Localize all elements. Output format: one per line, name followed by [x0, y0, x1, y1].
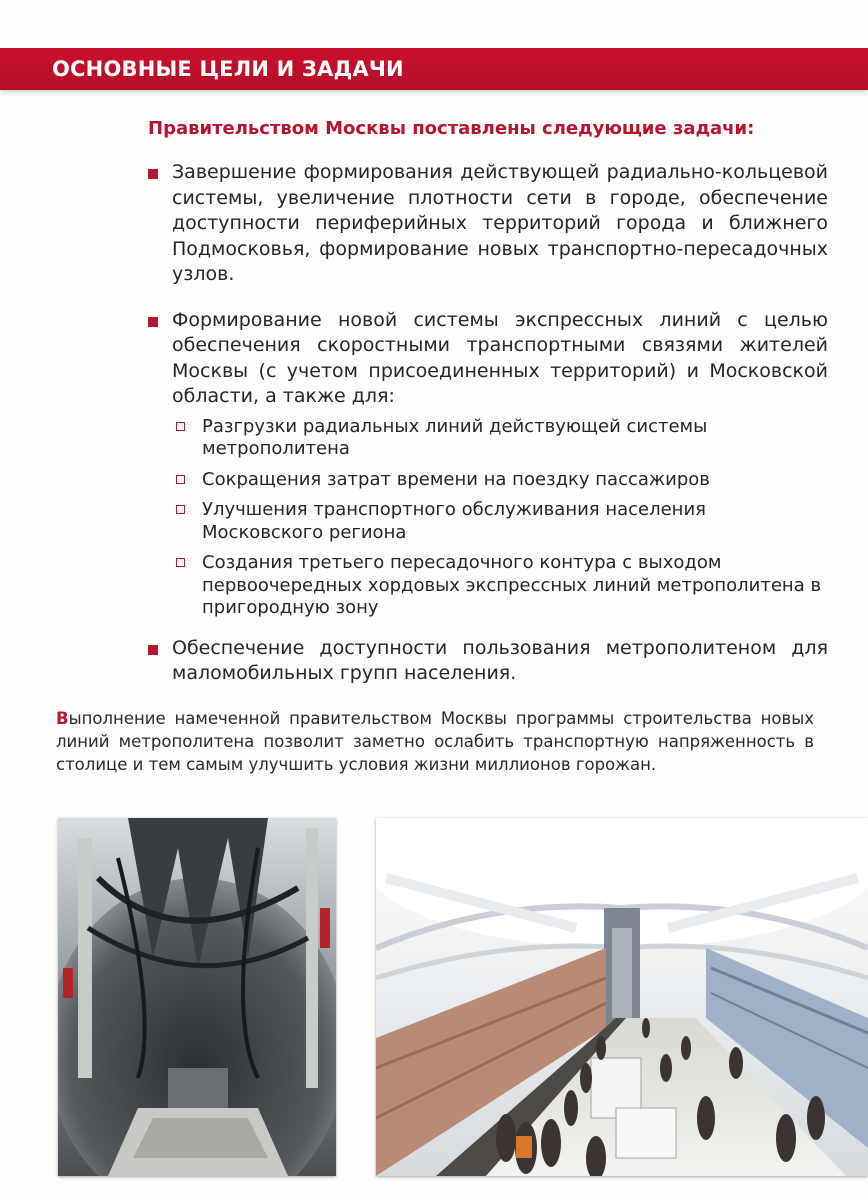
list-item-text: Обеспечение доступности пользования метрополитеном для маломобильных групп населения. [172, 636, 828, 684]
tasks-list [148, 160, 828, 687]
subtitle: Правительством Москвы поставлены следующие задачи: [148, 118, 755, 139]
list-item-text: Завершение формирования действующей радиально-кольцевой системы, увеличение плотности сети в городе, обеспечение доступности периферийных территорий города и ближнего Подмосковья, формирование новых транспортно-пересадочных узлов. [172, 161, 828, 285]
sub-list-item-text: Сокращения затрат времени на поездку пассажиров [202, 468, 710, 490]
section-banner [0, 48, 868, 90]
list-item [148, 636, 828, 687]
square-bullet-icon [148, 169, 158, 179]
sub-list-item [176, 499, 828, 544]
closing-text: ыполнение намеченной правительством Москвы программы строительства новых линий метрополитена позволит заметно ослабить транспортную напряженность в столице и тем самым улучшить условия жизни миллионов горожан. [56, 709, 814, 774]
sub-list-item [176, 552, 828, 620]
sub-list [176, 416, 828, 620]
outline-square-bullet-icon [176, 475, 185, 484]
square-bullet-icon [148, 645, 158, 655]
sub-list-item-text: Создания третьего пересадочного контура с выходом первоочередных хордовых экспрессных линий метрополитена в пригородную зону [202, 552, 822, 618]
tunnel-boring-machine-photo [58, 818, 336, 1176]
list-item-text: Формирование новой системы экспрессных линий с целью обеспечения скоростными транспортными связями жителей Москвы (с учетом присоединенных территорий) и Московской области, а также для: [172, 308, 828, 407]
sub-list-item [176, 469, 828, 492]
sub-list-item-text: Улучшения транспортного обслуживания населения Московского региона [202, 499, 706, 543]
outline-square-bullet-icon [176, 558, 185, 567]
sub-list-item-text: Разгрузки радиальных линий действующей системы метрополитена [202, 415, 708, 459]
closing-paragraph [56, 707, 814, 776]
list-item [148, 308, 828, 620]
outline-square-bullet-icon [176, 422, 185, 431]
section-title: ОСНОВНЫЕ ЦЕЛИ И ЗАДАЧИ [52, 57, 404, 81]
metro-station-photo [376, 818, 868, 1176]
drop-letter: В [56, 709, 69, 728]
sub-list-item [176, 416, 828, 461]
list-item [148, 160, 828, 288]
outline-square-bullet-icon [176, 505, 185, 514]
square-bullet-icon [148, 317, 158, 327]
